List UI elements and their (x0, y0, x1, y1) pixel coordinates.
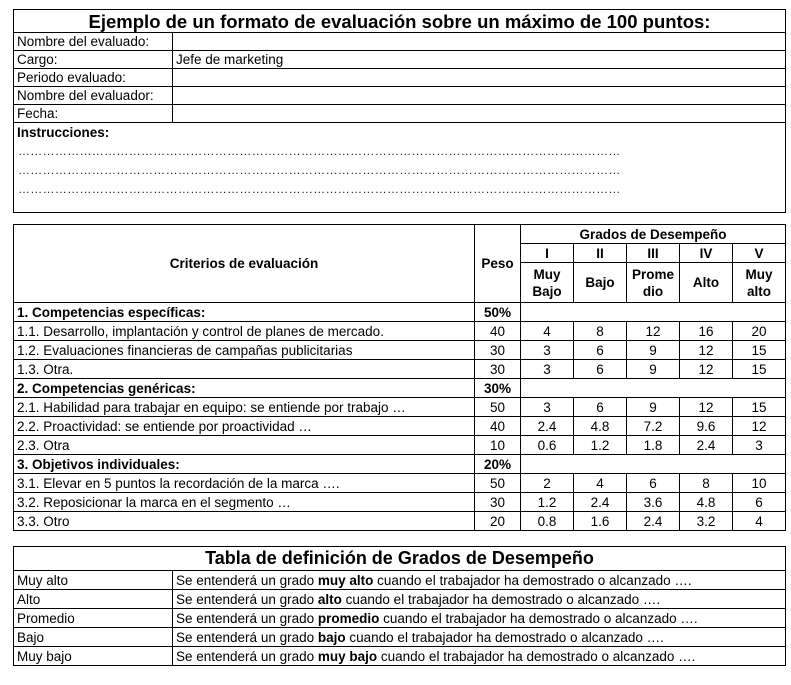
grade-score-cell[interactable]: 8 (574, 322, 627, 341)
grade-name: Bajo (574, 263, 627, 303)
section-weight: 50% (475, 303, 521, 322)
instructions-box[interactable] (14, 142, 786, 213)
grade-score-cell[interactable]: 6 (574, 398, 627, 417)
definition-row (14, 628, 786, 647)
grade-score-cell[interactable]: 1.6 (574, 512, 627, 531)
grade-roman: V (733, 244, 786, 263)
grade-score-cell[interactable]: 2 (521, 474, 574, 493)
instruction-line: ………………………………………………………………………………………………………………………………… (18, 144, 621, 158)
grade-score-cell[interactable]: 3 (521, 360, 574, 379)
grades-header: Grados de Desempeño (521, 225, 786, 244)
definition-row (14, 590, 786, 609)
definition-grade-emphasis: muy alto (317, 572, 374, 588)
grade-score-cell[interactable]: 6 (574, 360, 627, 379)
grade-score-cell[interactable]: 15 (733, 341, 786, 360)
criterion-row (14, 436, 786, 455)
definition-prefix: Se entenderá un grado (176, 572, 318, 588)
form-title: Ejemplo de un formato de evaluación sobre un máximo de 100 puntos: (14, 10, 786, 33)
definition-grade: Muy alto (14, 571, 173, 590)
grade-score-cell[interactable]: 12 (627, 322, 680, 341)
criterion-label: 1.2. Evaluaciones financieras de campañas publicitarias (14, 341, 475, 360)
section-spacer (521, 379, 786, 398)
grade-score-cell[interactable]: 15 (733, 398, 786, 417)
definition-text (173, 628, 786, 647)
section-weight: 20% (475, 455, 521, 474)
grade-score-cell[interactable]: 9 (627, 360, 680, 379)
definition-suffix: cuando el trabajador ha demostrado o alcanzado …. (379, 610, 698, 626)
grade-score-cell[interactable]: 2.4 (627, 512, 680, 531)
grade-score-cell[interactable]: 12 (680, 398, 733, 417)
grade-roman: I (521, 244, 574, 263)
grade-score-cell[interactable]: 6 (574, 341, 627, 360)
weight-header: Peso (475, 225, 521, 303)
grade-score-cell[interactable]: 4 (574, 474, 627, 493)
field-label: Cargo: (14, 51, 173, 69)
section-row (14, 455, 786, 474)
definition-grade-emphasis: promedio (317, 610, 380, 626)
criterion-weight: 20 (475, 512, 521, 531)
instruction-line: ………………………………………………………………………………………………………………………………… (18, 163, 621, 177)
definition-grade: Alto (14, 590, 173, 609)
grade-name: Muy Bajo (521, 263, 574, 303)
grade-score-cell[interactable]: 12 (680, 360, 733, 379)
grade-score-cell[interactable]: 1.2 (521, 493, 574, 512)
grade-name: Muy alto (733, 263, 786, 303)
criterion-row (14, 341, 786, 360)
definitions-table (13, 546, 786, 666)
grade-score-cell[interactable]: 9 (627, 398, 680, 417)
definition-prefix: Se entenderá un grado (176, 591, 318, 607)
grade-score-cell[interactable]: 12 (680, 341, 733, 360)
definitions-body (14, 571, 786, 666)
grade-score-cell[interactable]: 4.8 (574, 417, 627, 436)
definition-grade-emphasis: alto (317, 591, 342, 607)
grade-score-cell[interactable]: 0.8 (521, 512, 574, 531)
criterion-row (14, 322, 786, 341)
grade-roman: II (574, 244, 627, 263)
definition-prefix: Se entenderá un grado (176, 610, 318, 626)
definition-grade: Muy bajo (14, 647, 173, 666)
field-value[interactable]: Jefe de marketing (173, 51, 786, 69)
definition-grade: Promedio (14, 609, 173, 628)
evaluation-body (14, 303, 786, 531)
field-label: Nombre del evaluador: (14, 87, 173, 105)
definition-suffix: cuando el trabajador ha demostrado o alcanzado …. (373, 572, 692, 588)
grade-score-cell[interactable]: 12 (733, 417, 786, 436)
field-value[interactable] (173, 105, 786, 123)
grade-score-cell[interactable]: 4 (733, 512, 786, 531)
section-spacer (521, 303, 786, 322)
section-weight: 30% (475, 379, 521, 398)
evaluation-table (13, 224, 786, 531)
field-row (14, 33, 786, 51)
definition-text (173, 609, 786, 628)
definition-grade-emphasis: bajo (317, 629, 346, 645)
criterion-row (14, 512, 786, 531)
grade-score-cell[interactable]: 2.4 (574, 493, 627, 512)
criterion-row (14, 417, 786, 436)
grade-score-cell[interactable]: 16 (680, 322, 733, 341)
field-row (14, 87, 786, 105)
grade-score-cell[interactable]: 7.2 (627, 417, 680, 436)
header-table (13, 9, 786, 213)
definition-suffix: cuando el trabajador ha demostrado o alcanzado …. (377, 648, 696, 664)
section-title: 1. Competencias específicas: (14, 303, 475, 322)
criterion-row (14, 474, 786, 493)
field-row (14, 105, 786, 123)
criterion-weight: 40 (475, 417, 521, 436)
criterion-label: 3.1. Elevar en 5 puntos la recordación de la marca …. (14, 474, 475, 493)
section-title: 2. Competencias genéricas: (14, 379, 475, 398)
grade-score-cell[interactable]: 10 (733, 474, 786, 493)
grade-score-cell[interactable]: 6 (627, 474, 680, 493)
grade-name: Alto (680, 263, 733, 303)
grade-score-cell[interactable]: 3.6 (627, 493, 680, 512)
field-value[interactable] (173, 87, 786, 105)
criterion-row (14, 493, 786, 512)
field-row (14, 69, 786, 87)
grade-score-cell[interactable]: 3 (521, 341, 574, 360)
definition-text (173, 590, 786, 609)
grade-score-cell[interactable]: 3.2 (680, 512, 733, 531)
instructions-label: Instrucciones: (14, 123, 786, 143)
grade-score-cell[interactable]: 20 (733, 322, 786, 341)
grade-score-cell[interactable]: 3 (521, 398, 574, 417)
definition-grade-emphasis: muy bajo (317, 648, 378, 664)
grade-score-cell[interactable]: 4.8 (680, 493, 733, 512)
field-value[interactable] (173, 69, 786, 87)
criteria-header: Criterios de evaluación (14, 225, 475, 303)
section-title: 3. Objetivos individuales: (14, 455, 475, 474)
grade-roman: III (627, 244, 680, 263)
grade-score-cell[interactable]: 4 (521, 322, 574, 341)
criterion-weight: 30 (475, 493, 521, 512)
field-label: Nombre del evaluado: (14, 33, 173, 51)
criterion-row (14, 398, 786, 417)
criterion-label: 3.3. Otro (14, 512, 475, 531)
section-spacer (521, 455, 786, 474)
definition-prefix: Se entenderá un grado (176, 629, 318, 645)
criterion-label: 2.3. Otra (14, 436, 475, 455)
grade-score-cell[interactable]: 9.6 (680, 417, 733, 436)
definition-row (14, 609, 786, 628)
criterion-weight: 50 (475, 398, 521, 417)
grade-score-cell[interactable]: 6 (733, 493, 786, 512)
criterion-row (14, 360, 786, 379)
section-row (14, 379, 786, 398)
definition-text (173, 571, 786, 590)
section-row (14, 303, 786, 322)
criterion-label: 3.2. Reposicionar la marca en el segmento … (14, 493, 475, 512)
grade-score-cell[interactable]: 1.8 (627, 436, 680, 455)
field-label: Periodo evaluado: (14, 69, 173, 87)
grade-score-cell[interactable]: 2.4 (521, 417, 574, 436)
grade-name: Prome dio (627, 263, 680, 303)
criterion-label: 1.3. Otra. (14, 360, 475, 379)
grade-score-cell[interactable]: 1.2 (574, 436, 627, 455)
definition-prefix: Se entenderá un grado (176, 648, 318, 664)
definition-text (173, 647, 786, 666)
criterion-weight: 50 (475, 474, 521, 493)
grade-score-cell[interactable]: 2.4 (680, 436, 733, 455)
field-row (14, 51, 786, 69)
grade-score-cell[interactable]: 8 (680, 474, 733, 493)
definition-suffix: cuando el trabajador ha demostrado o alcanzado …. (345, 629, 664, 645)
instruction-line: ………………………………………………………………………………………………………………………………… (18, 182, 621, 196)
grade-score-cell[interactable]: 0.6 (521, 436, 574, 455)
criterion-label: 2.2. Proactividad: se entiende por proactividad … (14, 417, 475, 436)
criterion-weight: 30 (475, 341, 521, 360)
criterion-weight: 40 (475, 322, 521, 341)
definition-suffix: cuando el trabajador ha demostrado o alcanzado …. (341, 591, 661, 607)
field-value[interactable] (173, 33, 786, 51)
field-label: Fecha: (14, 105, 173, 123)
definition-grade: Bajo (14, 628, 173, 647)
grade-score-cell[interactable]: 9 (627, 341, 680, 360)
definition-row (14, 571, 786, 590)
grade-score-cell[interactable]: 3 (733, 436, 786, 455)
definitions-title: Tabla de definición de Grados de Desempeño (14, 547, 786, 571)
grade-roman: IV (680, 244, 733, 263)
definition-row (14, 647, 786, 666)
criterion-weight: 10 (475, 436, 521, 455)
criterion-label: 1.1. Desarrollo, implantación y control de planes de mercado. (14, 322, 475, 341)
grade-score-cell[interactable]: 15 (733, 360, 786, 379)
criterion-weight: 30 (475, 360, 521, 379)
criterion-label: 2.1. Habilidad para trabajar en equipo: se entiende por trabajo … (14, 398, 475, 417)
